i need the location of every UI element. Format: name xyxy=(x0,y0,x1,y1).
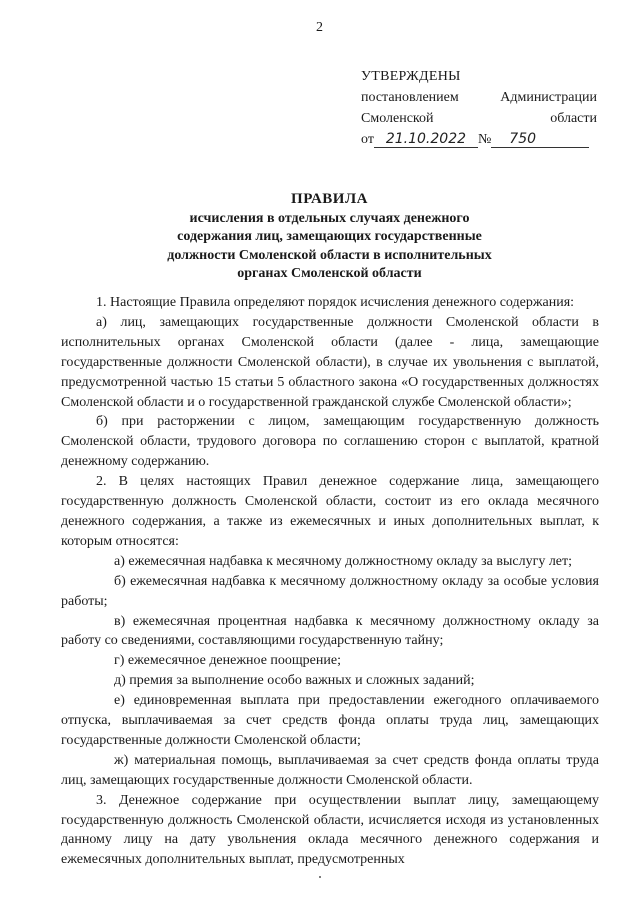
paragraph-2: 2. В целях настоящих Правил денежное содержание лица, замещающего государственную должность Смоленской области, состоит из его оклада месячного денежного содержания, а также из ежемесячных и иных дополнительных выплат, к которым относятся: xyxy=(61,474,599,549)
approval-date-line xyxy=(361,129,597,150)
paragraph-3: 3. Денежное содержание при осуществлении выплат лицу, замещающему государственную должность Смоленской области, исчисляется исходя из установленных данному лицу на дату увольнения оклада месячного денежного содержания и ежемесячных дополнительных выплат, предусмотренных xyxy=(61,792,599,868)
paragraph-1: 1. Настоящие Правила определяют порядок исчисления денежного содержания: xyxy=(96,295,575,310)
number-prefix: № xyxy=(477,132,492,147)
paragraph-2f: е) единовременная выплата при предоставлении ежегодного оплачиваемого отпуска, выплачиваемая за счет средств фонда оплаты труда лиц, замещающих государственные должности Смоленской области; xyxy=(61,693,599,748)
date-prefix: от xyxy=(361,132,374,147)
paragraph-2a: а) ежемесячная надбавка к месячному должностному окладу за выслугу лет; xyxy=(114,553,573,569)
scan-speck xyxy=(319,876,321,878)
paragraph-2b: б) ежемесячная надбавка к месячному должностному окладу за особые условия работы; xyxy=(61,573,599,609)
approval-line-1 xyxy=(361,87,597,108)
paragraph-2d: г) ежемесячное денежное поощрение; xyxy=(114,653,341,669)
page-number: 2 xyxy=(316,20,323,35)
heading-title: ПРАВИЛА xyxy=(291,191,368,207)
handwritten-number: 750 xyxy=(491,131,589,148)
heading-line-1: исчисления в отдельных случаях денежного xyxy=(189,210,470,226)
approval-title: УТВЕРЖДЕНЫ xyxy=(361,69,461,84)
approval-administration-label: Администрации xyxy=(500,90,597,105)
paragraph-2e: д) премия за выполнение особо важных и сложных заданий; xyxy=(114,673,475,689)
approval-region-label: Смоленской xyxy=(361,111,434,126)
handwritten-date: 21.10.2022 xyxy=(374,131,478,148)
paragraph-2g: ж) материальная помощь, выплачиваемая за счет средств фонда оплаты труда лиц, замещающих государственные должности Смоленской области. xyxy=(61,752,599,788)
approval-line-2 xyxy=(361,108,597,129)
heading-line-3: должности Смоленской области в исполнительных xyxy=(167,247,492,263)
document-heading xyxy=(60,190,599,284)
approval-block xyxy=(361,66,597,150)
document-body xyxy=(61,293,599,870)
heading-line-4: органах Смоленской области xyxy=(237,266,422,281)
heading-line-2: содержания лиц, замещающих государственные xyxy=(177,229,482,244)
approval-oblast-label: области xyxy=(550,111,597,126)
approval-resolution-label: постановлением xyxy=(361,90,459,105)
paragraph-1b: б) при расторжении с лицом, замещающим государственную должность Смоленской области, трудового договора по соглашению сторон с выплатой, кратной денежному содержанию. xyxy=(61,414,599,470)
paragraph-1a: а) лиц, замещающих государственные должности Смоленской области в исполнительных органах Смоленской области (далее - лица, замещающие государственные должности Смоленской области), в случае их увольнения с выплатой, предусмотренной частью 15 статьи 5 областного закона «О государственных должностях Смоленской области и о государственной гражданской службе Смоленской области»; xyxy=(61,314,599,410)
paragraph-2c: в) ежемесячная процентная надбавка к месячному должностному окладу за работу со сведениями, составляющими государственную тайну; xyxy=(61,613,599,649)
